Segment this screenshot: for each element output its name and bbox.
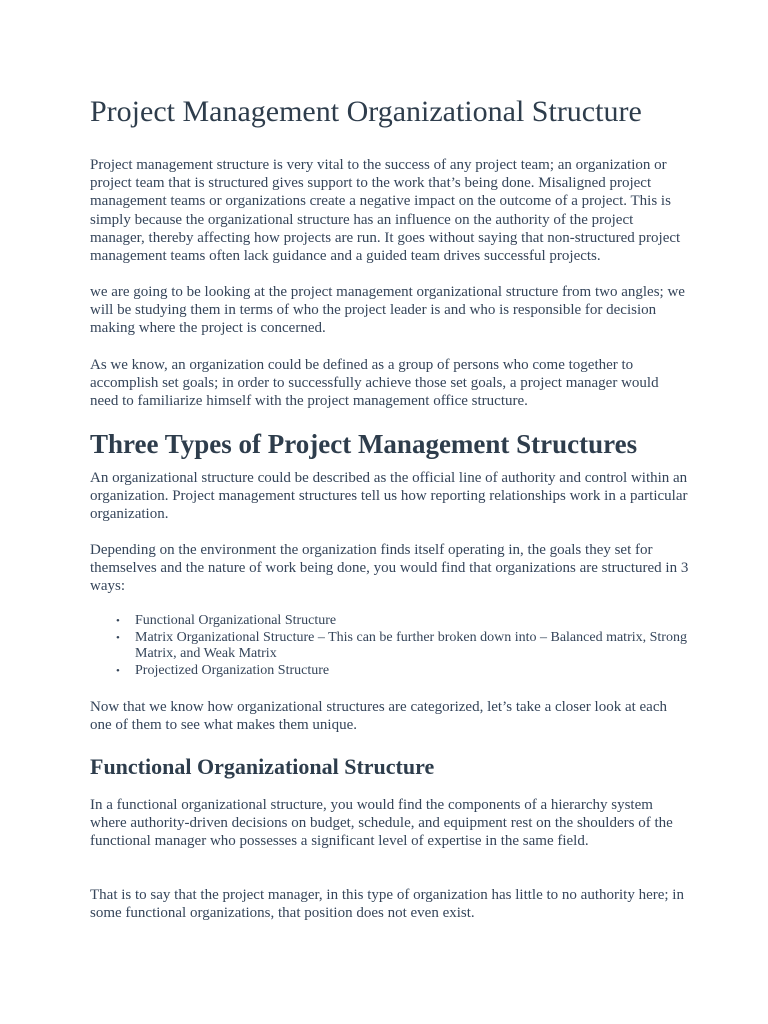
intro-paragraph-3: As we know, an organization could be defined as a group of persons who come together to accomplish set goals; in order to successfully achieve those set goals, a project manager would need to familiarize himself with the project management office structure. xyxy=(90,357,659,410)
structure-types-list xyxy=(90,613,690,679)
section-paragraph-1: An organizational structure could be described as the official line of authority and control within an organization. Project management structures tell us how reporting relationships work in a particular organization. xyxy=(90,470,688,523)
section-heading: Three Types of Project Management Structures xyxy=(90,429,638,459)
subsection-paragraph-2: That is to say that the project manager, in this type of organization has little to no authority here; in some functional organizations, that position does not even exist. xyxy=(90,887,684,922)
list-item xyxy=(116,629,690,663)
list-item-text: Functional Organizational Structure xyxy=(135,613,337,628)
list-item xyxy=(116,613,690,630)
subsection-heading: Functional Organizational Structure xyxy=(90,754,435,779)
bullet-icon: • xyxy=(116,615,120,627)
bullet-icon: • xyxy=(116,664,120,677)
document-title: Project Management Organizational Structure xyxy=(90,95,642,128)
intro-paragraph-2: we are going to be looking at the project management organizational structure from two angles; we will be studying them in terms of who the project leader is and who is responsible for decision making where the project is concerned. xyxy=(90,284,685,337)
list-item-text: Projectized Organization Structure xyxy=(135,662,330,678)
list-item xyxy=(116,662,690,680)
intro-paragraph-1: Project management structure is very vital to the success of any project team; an organization or project team that is structured gives support to the work that’s being done. Misaligned project management teams or organizations create a negative impact on the outcome of a project. This is simply because the organizational structure has an influence on the authority of the project manager, thereby affecting how projects are run. It goes without saying that non-structured project management teams often lack guidance and a guided team drives successful projects. xyxy=(90,157,681,265)
list-item-text: Matrix Organizational Structure – This can be further broken down into – Balanced matrix, Strong Matrix, and Weak Matrix xyxy=(135,629,687,662)
closing-paragraph: Now that we know how organizational structures are categorized, let’s take a closer look at each one of them to see what makes them unique. xyxy=(90,699,668,734)
subsection-paragraph-1: In a functional organizational structure, you would find the components of a hierarchy system where authority-driven decisions on budget, schedule, and equipment rest on the shoulders of the functional manager who possesses a significant level of expertise in the same field. xyxy=(90,797,673,850)
bullet-icon: • xyxy=(116,631,120,644)
section-paragraph-2: Depending on the environment the organization finds itself operating in, the goals they set for themselves and the nature of work being done, you would find that organizations are structured in 3 ways: xyxy=(90,542,689,595)
